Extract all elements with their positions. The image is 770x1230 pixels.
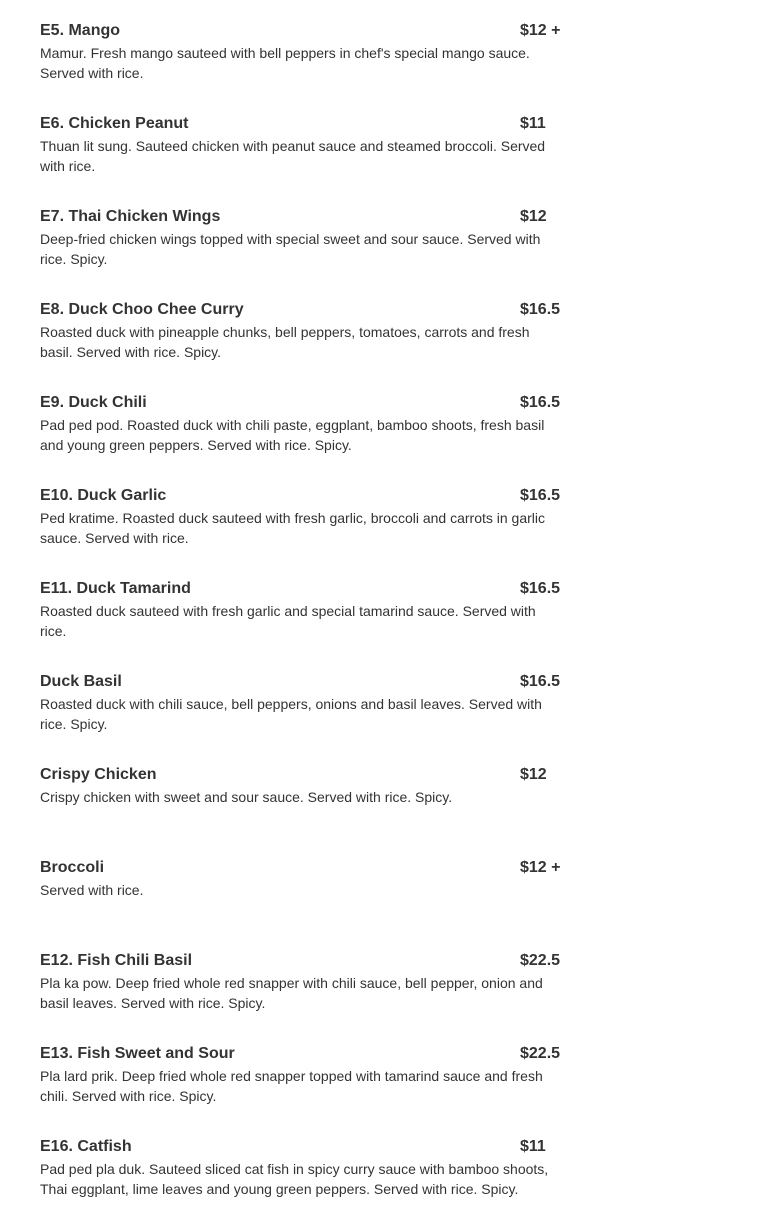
menu-item-description: Thuan lit sung. Sauteed chicken with peanut sauce and steamed broccoli. Served with rice. <box>40 138 546 174</box>
menu-item-header <box>40 1137 570 1157</box>
menu-item[interactable] <box>40 858 570 951</box>
menu-item-name: E13. Fish Sweet and Sour <box>40 1045 235 1062</box>
menu-item[interactable] <box>40 765 570 858</box>
menu-item-name: E7. Thai Chicken Wings <box>40 208 221 225</box>
menu-item-name: Duck Basil <box>40 673 122 690</box>
menu-item-description: Pla lard prik. Deep fried whole red snapper topped with tamarind sauce and fresh chili. Served with rice. Spicy. <box>40 1068 543 1104</box>
menu-item-name: E11. Duck Tamarind <box>40 580 191 597</box>
menu-item-price: $16.5 <box>520 394 561 411</box>
menu-item-price: $16.5 <box>520 580 561 597</box>
menu-item-description: Roasted duck with pineapple chunks, bell peppers, tomatoes, carrots and fresh basil. Served with rice. Spicy. <box>40 324 530 360</box>
menu-item[interactable] <box>40 951 570 1044</box>
menu-item-header <box>40 207 570 227</box>
menu-item-header <box>40 21 570 41</box>
menu-item-name: E12. Fish Chili Basil <box>40 952 193 969</box>
menu-item-price: $16.5 <box>520 673 561 690</box>
menu-item-description: Crispy chicken with sweet and sour sauce. Served with rice. Spicy. <box>40 789 453 805</box>
menu-item-name: E6. Chicken Peanut <box>40 115 189 132</box>
menu-item-header <box>40 579 570 599</box>
menu-item[interactable] <box>40 486 570 579</box>
menu-item-price: $12 <box>520 208 547 225</box>
menu-item-description: Deep-fried chicken wings topped with special sweet and sour sauce. Served with rice. Spicy. <box>40 231 541 267</box>
menu-item[interactable] <box>40 1137 570 1230</box>
menu-item-header <box>40 765 570 785</box>
menu-item-description: Served with rice. <box>40 882 144 898</box>
menu-item[interactable] <box>40 1044 570 1137</box>
menu-item[interactable] <box>40 579 570 672</box>
menu-item-header <box>40 951 570 971</box>
menu-item-description: Pad ped pla duk. Sauteed sliced cat fish in spicy curry sauce with bamboo shoots, Thai eggplant, lime leaves and young green peppers. Served with rice. Spicy. <box>40 1161 549 1197</box>
menu-item-price: $11 <box>520 1138 546 1155</box>
menu-item-header <box>40 858 570 878</box>
menu-item-header <box>40 300 570 320</box>
menu-item-description: Ped kratime. Roasted duck sauteed with fresh garlic, broccoli and carrots in garlic sauce. Served with rice. <box>40 510 546 546</box>
menu-item-description: Roasted duck sauteed with fresh garlic and special tamarind sauce. Served with rice. <box>40 603 536 639</box>
menu-item-price: $12 + <box>520 859 561 876</box>
menu-item-price: $16.5 <box>520 487 561 504</box>
menu-item-description: Pad ped pod. Roasted duck with chili paste, eggplant, bamboo shoots, fresh basil and young green peppers. Served with rice. Spicy. <box>40 417 545 453</box>
menu-item-header <box>40 114 570 134</box>
menu-item[interactable] <box>40 207 570 300</box>
menu-item-name: Crispy Chicken <box>40 766 157 783</box>
menu-item-price: $22.5 <box>520 1045 561 1062</box>
menu-item[interactable] <box>40 300 570 393</box>
menu-item-price: $16.5 <box>520 301 561 318</box>
menu-item-header <box>40 486 570 506</box>
menu-item[interactable] <box>40 114 570 207</box>
menu-item[interactable] <box>40 393 570 486</box>
menu-item-name: E10. Duck Garlic <box>40 487 167 504</box>
menu-item-price: $12 + <box>520 22 561 39</box>
menu-item-name: E5. Mango <box>40 22 121 39</box>
menu-item-name: E8. Duck Choo Chee Curry <box>40 301 244 318</box>
menu-item-header <box>40 1044 570 1064</box>
menu-item[interactable] <box>40 21 570 114</box>
menu-item-name: E9. Duck Chili <box>40 394 147 411</box>
menu-item-price: $12 <box>520 766 547 783</box>
menu-item[interactable] <box>40 672 570 765</box>
menu-item-description: Mamur. Fresh mango sauteed with bell peppers in chef's special mango sauce. Served with rice. <box>40 45 530 81</box>
menu-list <box>40 21 570 1230</box>
menu-item-price: $11 <box>520 115 546 132</box>
menu-item-name: E16. Catfish <box>40 1138 132 1155</box>
menu-item-description: Roasted duck with chili sauce, bell peppers, onions and basil leaves. Served with rice. Spicy. <box>40 696 542 732</box>
menu-item-name: Broccoli <box>40 859 105 876</box>
menu-item-header <box>40 393 570 413</box>
menu-item-price: $22.5 <box>520 952 561 969</box>
menu-item-description: Pla ka pow. Deep fried whole red snapper with chili sauce, bell pepper, onion and basil leaves. Served with rice. Spicy. <box>40 975 543 1011</box>
menu-item-header <box>40 672 570 692</box>
